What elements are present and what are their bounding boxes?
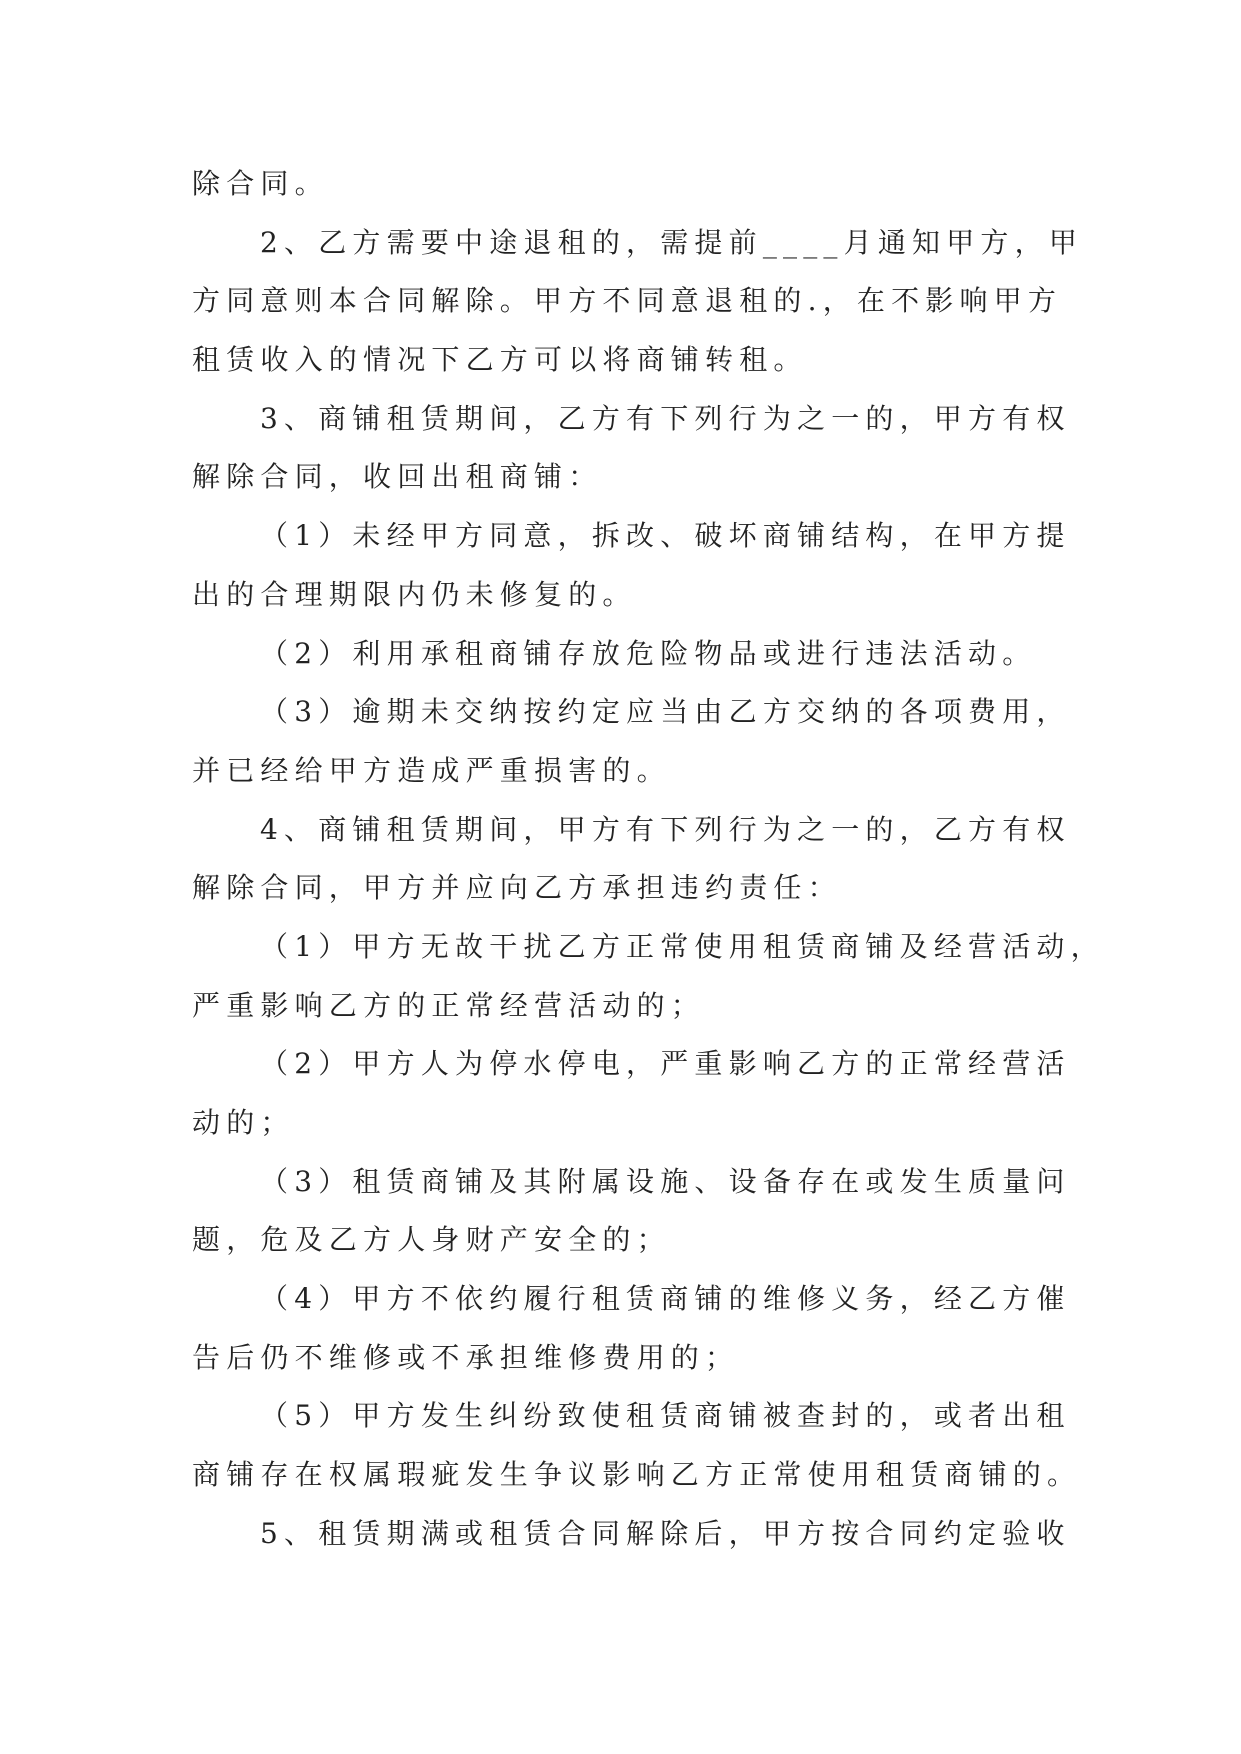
text-line: （1）未经甲方同意，拆改、破坏商铺结构，在甲方提 <box>260 519 1071 553</box>
text-line: （5）甲方发生纠纷致使租赁商铺被查封的，或者出租 <box>260 1399 1071 1433</box>
text-line: 题，危及乙方人身财产安全的； <box>192 1223 671 1257</box>
text-line: 租赁收入的情况下乙方可以将商铺转租。 <box>192 343 808 377</box>
text-line: 4、商铺租赁期间，甲方有下列行为之一的，乙方有权 <box>260 812 1071 846</box>
text-line: 出的合理期限内仍未修复的。 <box>192 577 637 611</box>
text-line: 2、乙方需要中途退租的，需提前____月通知甲方，甲 <box>260 225 1084 259</box>
text-line: 解除合同，收回出租商铺： <box>192 460 603 494</box>
text-line: （3）租赁商铺及其附属设施、设备存在或发生质量问 <box>260 1164 1071 1198</box>
text-line: 5、租赁期满或租赁合同解除后，甲方按合同约定验收 <box>260 1516 1071 1550</box>
clause-3-item-2 <box>192 625 1092 684</box>
text-line: 并已经给甲方造成严重损害的。 <box>192 753 671 787</box>
clause-5 <box>192 1505 1092 1564</box>
clause-4-item-3 <box>192 1153 1092 1270</box>
text-line: （4）甲方不依约履行租赁商铺的维修义务，经乙方催 <box>260 1282 1071 1316</box>
clause-4 <box>192 801 1092 918</box>
text-line: 严重影响乙方的正常经营活动的； <box>192 988 706 1022</box>
clause-3 <box>192 390 1092 507</box>
text-line: 商铺存在权属瑕疵发生争议影响乙方正常使用租赁商铺的。 <box>192 1458 1082 1492</box>
clause-4-item-4 <box>192 1270 1092 1387</box>
text-line: 除合同。 <box>192 167 329 200</box>
text-line: 告后仍不维修或不承担维修费用的； <box>192 1340 740 1374</box>
text-line: 动的； <box>192 1106 295 1139</box>
text-line: 3、商铺租赁期间，乙方有下列行为之一的，甲方有权 <box>260 401 1071 435</box>
text-line: 方同意则本合同解除。甲方不同意退租的.，在不影响甲方 <box>192 284 1063 318</box>
text-line: 解除合同，甲方并应向乙方承担违约责任： <box>192 871 842 905</box>
clause-3-item-3 <box>192 683 1092 800</box>
text-line: （2）甲方人为停水停电，严重影响乙方的正常经营活 <box>260 1047 1071 1081</box>
clause-4-item-5 <box>192 1387 1092 1504</box>
text-line: （3）逾期未交纳按约定应当由乙方交纳的各项费用， <box>260 695 1071 729</box>
clause-2 <box>192 214 1092 390</box>
clause-3-item-1 <box>192 507 1092 624</box>
clause-4-item-2 <box>192 1035 1092 1152</box>
document-body <box>192 155 1105 1564</box>
clause-4-item-1 <box>192 918 1105 1035</box>
text-line: （2）利用承租商铺存放危险物品或进行违法活动。 <box>260 636 1037 670</box>
text-line: （1）甲方无故干扰乙方正常使用租赁商铺及经营活动， <box>260 929 1105 963</box>
clause-continuation <box>192 155 1092 214</box>
